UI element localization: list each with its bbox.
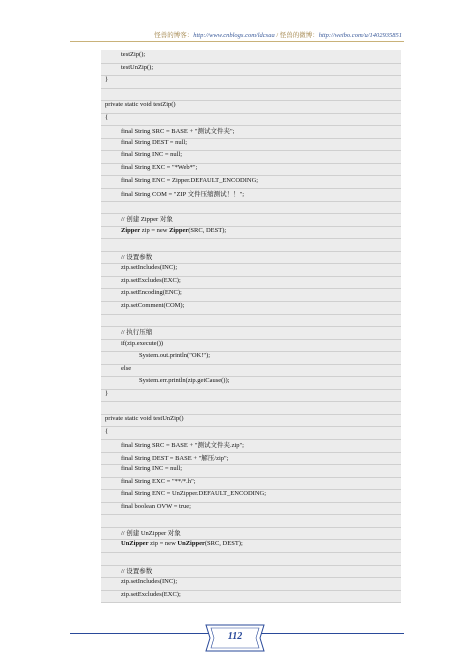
code-token: (SRC, DEST); xyxy=(204,540,243,548)
code-line xyxy=(101,314,401,328)
code-line xyxy=(101,50,401,64)
code-line xyxy=(101,276,401,290)
code-token: 测试文件夹 xyxy=(197,128,230,136)
code-line-text xyxy=(121,503,191,510)
code-line-text xyxy=(105,76,108,83)
code-line xyxy=(101,364,401,378)
code-line xyxy=(101,477,401,491)
code-line-text xyxy=(121,453,229,462)
code-token: testZip(); xyxy=(121,51,146,58)
code-token: zip. xyxy=(121,302,131,309)
code-line xyxy=(101,452,401,466)
code-line xyxy=(101,401,401,415)
code-token: final String DEST = BASE + " xyxy=(121,454,202,462)
code-line-text xyxy=(121,277,181,284)
page-footer xyxy=(0,619,474,659)
code-token: "; xyxy=(229,128,235,136)
header-separator: / 怪兽的微博： xyxy=(274,32,319,39)
code-line-text xyxy=(121,340,163,347)
code-token: // 执行压缩 xyxy=(121,329,153,337)
code-token: setEncoding xyxy=(130,289,163,297)
code-token: "; xyxy=(191,477,196,485)
code-line xyxy=(101,464,401,478)
code-token: setExcludes xyxy=(130,590,162,598)
code-token: (INC); xyxy=(159,264,178,272)
code-line-text xyxy=(139,352,210,359)
code-token: **/*.h xyxy=(174,477,192,485)
code-line-text xyxy=(121,164,197,171)
code-token: 解压/zip xyxy=(201,454,225,462)
code-line-text xyxy=(121,177,258,184)
code-line-text xyxy=(121,252,152,261)
code-line-text xyxy=(121,440,244,449)
code-line xyxy=(101,100,401,114)
code-line xyxy=(101,565,401,579)
code-token: (INC); xyxy=(159,578,178,586)
code-token: UnZipper xyxy=(177,540,205,548)
code-token: zip. xyxy=(121,590,131,598)
code-line-text xyxy=(121,540,243,547)
code-line-text xyxy=(105,428,108,435)
code-token: OK! xyxy=(191,352,204,360)
code-line-text xyxy=(121,365,131,372)
code-line-text xyxy=(121,264,177,271)
code-line-text xyxy=(105,390,108,397)
code-token: final String EXC = " xyxy=(121,477,175,485)
code-line xyxy=(101,539,401,553)
code-token: 测试文件夹.zip xyxy=(197,442,240,450)
code-token: setComment xyxy=(130,302,164,309)
code-line xyxy=(101,125,401,139)
code-line xyxy=(101,63,401,77)
header-divider xyxy=(70,41,404,42)
code-token: // 设置参数 xyxy=(121,253,153,261)
code-token: } xyxy=(105,389,109,397)
weibo-link[interactable]: http://weibo.com/u/1402935851 xyxy=(318,32,402,39)
code-token: (EXC); xyxy=(161,590,181,598)
code-line xyxy=(101,552,401,566)
code-line xyxy=(101,439,401,453)
code-line xyxy=(101,414,401,428)
header-blog-label: 怪兽的博客： xyxy=(154,32,194,39)
code-token: final String SRC = BASE + " xyxy=(121,128,198,136)
code-token: zip = new xyxy=(148,540,178,548)
code-token: } xyxy=(105,76,109,84)
code-token: (EXC); xyxy=(161,276,181,284)
code-line xyxy=(101,163,401,177)
code-token: System.err.println(zip.getCause()); xyxy=(139,377,230,385)
code-line xyxy=(101,288,401,302)
code-line xyxy=(101,502,401,516)
code-token: "; xyxy=(239,191,245,199)
code-line-text xyxy=(121,578,177,585)
page-header xyxy=(154,30,402,39)
blog-link[interactable]: http://www.cnblogs.com/ldcsaa xyxy=(193,32,275,39)
code-token: // 创建 Zipper 对象 xyxy=(121,216,173,224)
code-token: System.out.println(" xyxy=(139,352,192,360)
code-line xyxy=(101,301,401,315)
code-line-text xyxy=(105,101,176,108)
code-token: Zipper xyxy=(169,226,189,234)
code-line-text xyxy=(121,478,196,485)
code-line-text xyxy=(121,591,181,598)
code-line-text xyxy=(139,377,229,384)
code-line-text xyxy=(121,51,145,58)
code-token: private static void testZip() xyxy=(105,101,176,109)
code-token: "; xyxy=(224,454,229,462)
code-token: setIncludes xyxy=(130,578,160,586)
code-line-text xyxy=(121,227,226,234)
code-token: zip = new xyxy=(140,226,170,234)
code-token: "); xyxy=(203,352,211,360)
code-token: final boolean OVW = true; xyxy=(121,502,191,510)
code-line xyxy=(101,339,401,353)
code-line-text xyxy=(105,415,184,422)
code-line xyxy=(101,263,401,277)
code-line xyxy=(101,376,401,390)
code-line xyxy=(101,201,401,215)
code-line xyxy=(101,351,401,365)
code-token: final String SRC = BASE + " xyxy=(121,442,198,450)
code-token: zip. xyxy=(121,578,131,586)
page-number: 112 xyxy=(227,631,243,642)
code-token: *Web* xyxy=(174,163,193,171)
code-token: ZIP 文件压缩测试！！ xyxy=(176,191,240,199)
code-line xyxy=(101,213,401,227)
code-line xyxy=(101,427,401,441)
code-token: zip. xyxy=(121,289,131,297)
code-token: final String INC = null; xyxy=(121,151,183,159)
code-token: zip. xyxy=(121,264,131,272)
code-line xyxy=(101,150,401,164)
code-line xyxy=(101,238,401,252)
code-token: setIncludes xyxy=(130,264,160,272)
code-token: (SRC, DEST); xyxy=(188,226,227,234)
code-line xyxy=(101,577,401,591)
code-line-text xyxy=(121,465,182,472)
code-token: setExcludes xyxy=(130,276,162,284)
code-line-text xyxy=(121,126,234,135)
code-line xyxy=(101,489,401,503)
code-token: ()) xyxy=(156,339,164,347)
code-token: if(zip. xyxy=(121,339,137,347)
code-line xyxy=(101,389,401,403)
code-line-text xyxy=(105,114,108,121)
code-token: execute xyxy=(136,339,157,347)
code-line xyxy=(101,88,401,102)
code-line-text xyxy=(121,189,244,198)
code-line xyxy=(101,113,401,127)
code-line xyxy=(101,75,401,89)
code-line-text xyxy=(121,490,266,497)
code-line-text xyxy=(121,289,182,296)
code-line-text xyxy=(121,327,152,336)
code-line xyxy=(101,176,401,190)
code-token: final String ENC = Zipper.DEFAULT_ENCODING; xyxy=(121,176,259,184)
code-token: (COM); xyxy=(163,302,185,309)
code-line-text xyxy=(121,566,152,575)
code-line-text xyxy=(121,139,187,146)
code-token: final String INC = null; xyxy=(121,465,183,473)
page-number-badge xyxy=(202,623,268,653)
code-block xyxy=(101,50,401,603)
code-line xyxy=(101,226,401,240)
code-token: else xyxy=(121,364,132,372)
code-token: final String EXC = " xyxy=(121,163,175,171)
code-token: (ENC); xyxy=(162,289,182,297)
code-line xyxy=(101,527,401,541)
code-token: private static void testUnZip() xyxy=(105,414,184,422)
code-line-text xyxy=(121,64,153,71)
code-token: testUnZip(); xyxy=(121,63,154,71)
code-token: "; xyxy=(192,163,198,171)
code-token: // 创建 UnZipper 对象 xyxy=(121,529,181,537)
code-token: { xyxy=(105,113,109,121)
code-line-text xyxy=(121,151,182,158)
code-line-text xyxy=(121,528,181,537)
code-line-text xyxy=(121,302,184,309)
code-line xyxy=(101,326,401,340)
code-line xyxy=(101,138,401,152)
code-token: "; xyxy=(239,442,244,450)
code-token: final String DEST = null; xyxy=(121,138,188,146)
code-token: // 设置参数 xyxy=(121,567,153,575)
code-line xyxy=(101,188,401,202)
code-line xyxy=(101,590,401,604)
code-line-text xyxy=(121,214,173,223)
code-token: final String ENC = UnZipper.DEFAULT_ENCODING; xyxy=(121,490,267,498)
code-token: final String COM = " xyxy=(121,191,177,199)
code-token: zip. xyxy=(121,276,131,284)
code-token: { xyxy=(105,427,109,435)
code-line xyxy=(101,514,401,528)
code-token: Zipper xyxy=(121,226,141,234)
code-token: UnZipper xyxy=(121,540,149,548)
code-line xyxy=(101,251,401,265)
